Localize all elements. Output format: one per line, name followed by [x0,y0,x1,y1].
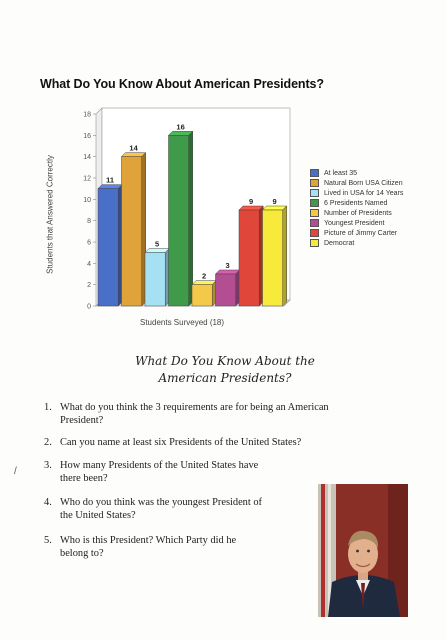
chart-title: What Do You Know About American Presidents? [40,77,324,91]
legend-swatch [310,189,319,197]
president-portrait-icon [318,484,408,617]
legend-swatch [310,209,319,217]
y-tick-label: 0 [87,303,91,311]
bar [169,135,189,306]
legend-swatch [310,199,319,207]
legend-item [310,228,403,238]
legend-item [310,188,403,198]
question-number: 4. [44,497,52,508]
question-number: 1. [44,402,52,413]
question-text [60,402,329,427]
question-number: 2. [44,437,52,448]
question-line: belong to? [60,547,104,559]
bar-value-label: 9 [249,197,254,206]
bar-value-label: 14 [129,143,138,153]
bar-side [283,206,287,306]
legend-label: 6 Presidents Named [324,199,388,207]
bar-side [189,131,193,306]
question-text [60,535,236,560]
legend-item [310,198,403,208]
question-1 [44,402,329,427]
president-portrait-photo [318,484,408,617]
question-2 [44,437,301,450]
bar [145,253,165,306]
legend-label: Lived in USA for 14 Years [324,189,404,197]
legend-swatch [310,229,319,237]
question-3 [44,460,258,485]
question-line: Who do you think was the youngest President of [60,497,263,508]
question-text [60,460,258,485]
legend-label: At least 35 [324,169,358,177]
bar [216,274,236,306]
legend-item [310,208,403,218]
chart-x-axis-label: Students Surveyed (18) [140,318,225,327]
y-tick-label: 4 [87,260,91,268]
bar [192,285,212,306]
legend-item [310,168,403,178]
y-tick-label: 2 [87,282,91,290]
question-line: Can you name at least six Presidents of the United States? [60,437,302,448]
chart-legend [310,168,403,248]
question-5 [44,535,236,560]
question-line: Who is this President? Which Party did he [60,535,237,546]
question-line: What do you think the 3 requirements are for being an American [60,402,329,413]
question-text [60,497,262,522]
bar-value-label: 3 [225,261,230,270]
quiz-title [100,353,350,387]
legend-swatch [310,219,319,227]
bar-value-label: 5 [155,239,160,249]
question-line: the United States? [60,509,136,521]
quiz-title-line-2: American Presidents? [158,371,292,385]
legend-swatch [310,239,319,247]
bar [263,210,283,306]
question-line: How many Presidents of the United States have [60,460,259,471]
legend-label: Youngest President [324,219,385,227]
y-tick-label: 18 [83,111,91,119]
bar [239,210,259,306]
bar-value-label: 9 [272,197,277,206]
chart-y-axis-label: Students that Answered Correctly [45,155,55,274]
y-tick-label: 12 [83,175,91,183]
y-tick-label: 14 [83,154,91,162]
legend-label: Picture of Jimmy Carter [324,229,398,237]
question-4 [44,497,262,522]
legend-swatch [310,169,319,177]
question-number: 3. [44,460,52,471]
legend-item [310,178,403,188]
y-tick-label: 16 [83,132,91,140]
legend-label: Natural Born USA Citizen [324,179,403,187]
legend-swatch [310,179,319,187]
quiz-title-line-1: What Do You Know About the [135,354,315,368]
bar-value-label: 2 [202,271,207,281]
y-tick-label: 6 [87,239,91,247]
bar-value-label: 16 [176,122,185,132]
y-tick-label: 10 [83,196,91,204]
bar [122,157,142,306]
question-line: President? [60,414,104,426]
bar-value-label: 11 [106,175,115,185]
y-tick-label: 8 [87,218,91,226]
legend-label: Democrat [324,239,355,247]
legend-item [310,218,403,228]
legend-label: Number of Presidents [324,209,392,217]
bar [98,189,118,306]
legend-item [310,238,403,248]
question-line: there been? [60,472,108,484]
question-number: 5. [44,535,52,546]
pencil-mark-icon: / [14,466,17,477]
